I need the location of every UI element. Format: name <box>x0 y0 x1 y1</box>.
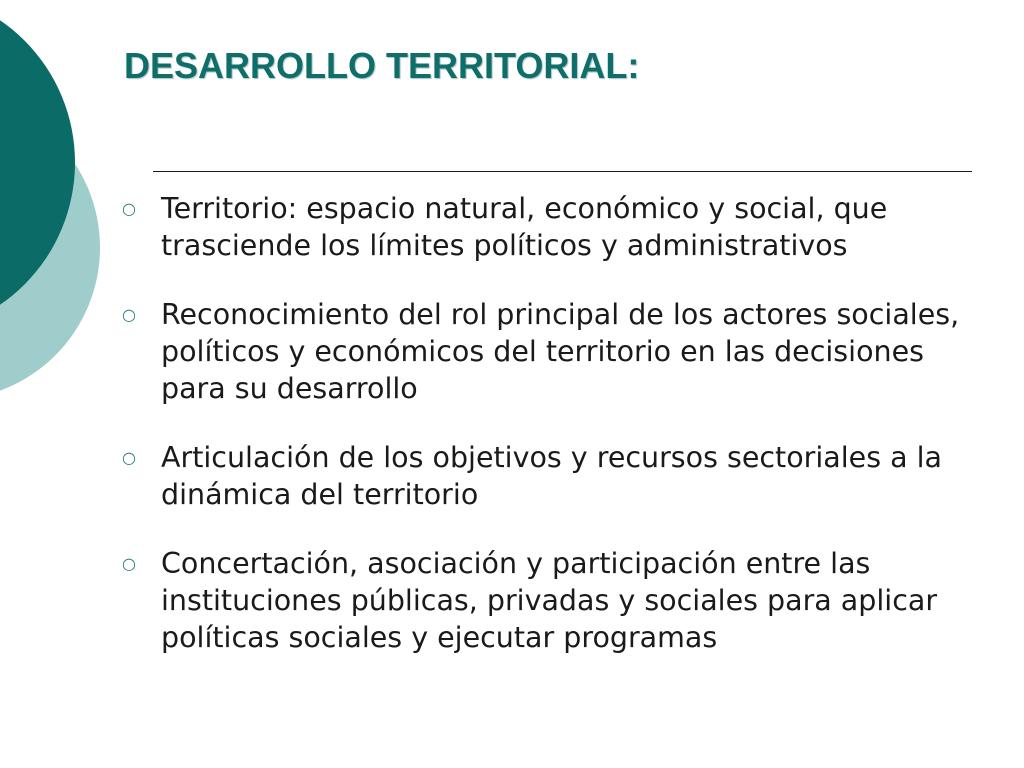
title-divider <box>153 171 972 172</box>
hollow-circle-bullet-icon: ○ <box>122 554 136 573</box>
bullet-text: Articulación de los objetivos y recursos sectoriales a la dinámica del territorio <box>161 441 943 511</box>
hollow-circle-bullet-icon: ○ <box>122 448 136 467</box>
bullet-text: Territorio: espacio natural, económico y social, que trasciende los límites políticos y administrativos <box>161 192 888 262</box>
bullet-text: Concertación, asociación y participación entre las instituciones públicas, privadas y sociales para aplicar políticas sociales y ejecutar programas <box>161 547 938 654</box>
bullet-list <box>122 190 982 688</box>
bullet-item <box>122 545 982 656</box>
hollow-circle-bullet-icon: ○ <box>122 199 136 218</box>
hollow-circle-bullet-icon: ○ <box>122 305 136 324</box>
bullet-item <box>122 190 982 264</box>
bullet-text: Reconocimiento del rol principal de los actores sociales, políticos y económicos del territorio en las decisiones para su desarrollo <box>161 298 960 405</box>
slide-title: DESARROLLO TERRITORIAL: <box>124 45 640 86</box>
bullet-item <box>122 296 982 407</box>
bullet-item <box>122 439 982 513</box>
